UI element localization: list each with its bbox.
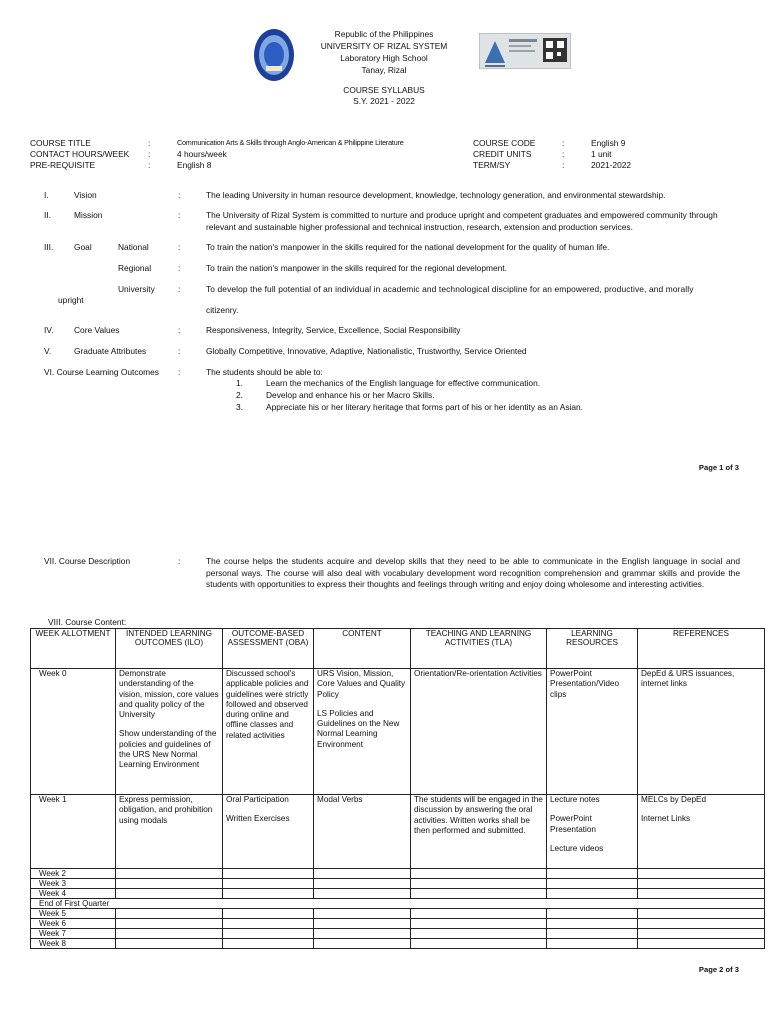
- description-text: The course helps the students acquire and develop skills that they need to be able to communicate in the English language in social and personal ways. The course will also deal with vocabulary development word recognition comprehension and grammar skills and provide the students with opportunities to express their thoughts and feelings through writing and enjoy doing wholesome and interesting activities.: [206, 556, 740, 589]
- references-text: DepEd & URS issuances, internet links: [641, 669, 735, 689]
- cell-week: Week 7: [31, 929, 116, 939]
- label-course-title: COURSE TITLE: [30, 138, 91, 148]
- cell-week: [31, 795, 116, 869]
- outcome-number: 2.: [236, 390, 243, 400]
- header-university: UNIVERSITY OF RIZAL SYSTEM: [320, 41, 448, 51]
- ilo-text: Express permission, obligation, and prohibition using modals: [119, 795, 213, 825]
- table-row: [31, 909, 765, 919]
- school-year: S.Y. 2021 - 2022: [353, 96, 415, 106]
- ilo-text: Show understanding of the policies and guidelines of the URS New Normal Learning Environment: [119, 729, 217, 769]
- course-content-table: [30, 628, 765, 949]
- content-text: Modal Verbs: [317, 795, 363, 804]
- week-label: Week 0: [39, 669, 67, 678]
- header-ilo: INTENDED LEARNING OUTCOMES (ILO): [116, 629, 223, 669]
- value-credit-units: 1 unit: [591, 149, 612, 159]
- page-1-footer: Page 1 of 3: [698, 463, 739, 472]
- cell-week: Week 6: [31, 919, 116, 929]
- goal-regional-label: Regional: [118, 263, 152, 273]
- header-content: CONTENT: [314, 629, 411, 669]
- table-row: [31, 889, 765, 899]
- goal-university-label: University: [118, 284, 155, 294]
- outcome-text: Appreciate his or her literary heritage that forms part of his or her identity as an Asian.: [266, 402, 584, 412]
- outcome-text: Learn the mechanics of the English language for effective communication.: [266, 378, 541, 388]
- core-values-label: Core Values: [74, 325, 120, 335]
- cell-tla: [411, 669, 547, 795]
- goal-university-text: To develop the full potential of an individual in academic and technological discipline for an empowered, productive, and morally: [206, 284, 694, 294]
- colon: :: [562, 138, 565, 148]
- colon: :: [148, 138, 151, 148]
- core-values-text: Responsiveness, Integrity, Service, Excellence, Social Responsibility: [206, 325, 461, 335]
- goal-number: III.: [44, 242, 54, 252]
- label-prerequisite: PRE-REQUISITE: [30, 160, 96, 170]
- table-row: [31, 929, 765, 939]
- colon: :: [178, 242, 181, 252]
- value-prerequisite: English 8: [177, 160, 212, 170]
- goal-university-wrap: upright: [58, 295, 84, 305]
- colon: :: [178, 263, 181, 273]
- description-label: VII. Course Description: [44, 556, 131, 566]
- value-course-title: Communication Arts & Skills through Anglo-American & Philippine Literature: [177, 138, 404, 147]
- content-text: LS Policies and Guidelines on the New Normal Learning Environment: [317, 708, 400, 749]
- cell-references: [638, 669, 765, 795]
- core-values-number: IV.: [44, 325, 54, 335]
- colon: :: [562, 160, 565, 170]
- outcomes-intro: The students should be able to:: [206, 367, 323, 377]
- cell-resources: [547, 795, 638, 869]
- table-row-week-0: [31, 669, 765, 795]
- oba-text: Discussed school's applicable policies and guidelines were strictly followed and observed during online and offline classes and related activities: [226, 669, 309, 740]
- cell-tla: [411, 795, 547, 869]
- cell-week: Week 4: [31, 889, 116, 899]
- cell-week: Week 3: [31, 879, 116, 889]
- cell-week: Week 2: [31, 869, 116, 879]
- label-contact-hours: CONTACT HOURS/WEEK: [30, 149, 130, 159]
- colon: :: [178, 367, 181, 377]
- colon: :: [148, 160, 151, 170]
- references-text: MELCs by DepEd: [641, 795, 707, 804]
- goal-label: Goal: [74, 242, 92, 252]
- outcome-number: 1.: [236, 378, 243, 388]
- header-learning-resources: LEARNING RESOURCES: [547, 629, 638, 669]
- ilo-text: Demonstrate understanding of the vision, mission, core values and quality policy of the University: [119, 669, 219, 719]
- mission-number: II.: [44, 210, 51, 220]
- goal-national-label: National: [118, 242, 149, 252]
- outcome-number: 3.: [236, 402, 243, 412]
- goal-regional-text: To train the nation's manpower in the skills required for the regional development.: [206, 263, 507, 273]
- page-2-footer: Page 2 of 3: [698, 965, 739, 974]
- table-row-week-1: [31, 795, 765, 869]
- cell-references: [638, 795, 765, 869]
- label-credit-units: CREDIT UNITS: [473, 149, 532, 159]
- value-course-code: English 9: [591, 138, 626, 148]
- cell-content: [314, 669, 411, 795]
- value-term-sy: 2021-2022: [591, 160, 632, 170]
- colon: :: [178, 556, 181, 566]
- header-lab-school: Laboratory High School: [340, 53, 428, 63]
- tla-text: Orientation/Re-orientation Activities: [414, 669, 542, 678]
- colon: :: [178, 284, 181, 294]
- graduate-attributes-number: V.: [44, 346, 52, 356]
- colon: :: [178, 325, 181, 335]
- label-term-sy: TERM/SY: [473, 160, 511, 170]
- tla-text: The students will be engaged in the discussion by answering the oral activities. Written works shall be then performed and submitted.: [414, 795, 543, 835]
- resources-text: PowerPoint Presentation: [550, 814, 596, 834]
- colon: :: [148, 149, 151, 159]
- graduate-attributes-text: Globally Competitive, Innovative, Adaptive, Nationalistic, Trustworthy, Service Oriented: [206, 346, 527, 356]
- cell-oba: [223, 795, 314, 869]
- header-oba: OUTCOME-BASED ASSESSMENT (OBA): [223, 629, 314, 669]
- references-text: Internet Links: [641, 814, 691, 824]
- value-contact-hours: 4 hours/week: [177, 149, 227, 159]
- graduate-attributes-label: Graduate Attributes: [74, 346, 147, 356]
- cell-week: [31, 669, 116, 795]
- resources-text: Lecture videos: [550, 843, 604, 853]
- cell-ilo: [116, 669, 223, 795]
- cell-resources: [547, 669, 638, 795]
- colon: :: [178, 190, 181, 200]
- cell-content: [314, 795, 411, 869]
- oba-text: Written Exercises: [226, 814, 290, 824]
- header-tla: TEACHING AND LEARNING ACTIVITIES (TLA): [411, 629, 547, 669]
- header-location: Tanay, Rizal: [361, 65, 407, 75]
- colon: :: [562, 149, 565, 159]
- week-label: Week 1: [39, 795, 67, 804]
- resources-text: PowerPoint Presentation/Video clips: [550, 669, 620, 699]
- mission-label: Mission: [74, 210, 103, 220]
- outcome-text: Develop and enhance his or her Macro Skills.: [266, 390, 435, 400]
- table-row: [31, 919, 765, 929]
- colon: :: [178, 210, 181, 220]
- goal-university-text-continued: citizenry.: [206, 305, 239, 315]
- header-references: REFERENCES: [638, 629, 765, 669]
- document-title: COURSE SYLLABUS: [343, 85, 425, 95]
- resources-text: Lecture notes: [550, 795, 600, 804]
- table-row: [31, 939, 765, 949]
- table-row: [31, 869, 765, 879]
- vision-text: The leading University in human resource development, knowledge, technology generation, and environmental stewardship.: [206, 190, 666, 200]
- cell-oba: [223, 669, 314, 795]
- mission-text: The University of Rizal System is committed to nurture and produce upright and competent graduates and empowered community through relevant and sustainable higher professional and technical instruction, research, extension and production services.: [206, 210, 718, 232]
- colon: :: [178, 346, 181, 356]
- oba-text: Oral Participation: [226, 795, 289, 804]
- table-header-row: [31, 629, 765, 669]
- content-text: URS Vision, Mission, Core Values and Quality Policy: [317, 669, 406, 699]
- cell-week: Week 8: [31, 939, 116, 949]
- outcomes-label: VI. Course Learning Outcomes: [44, 367, 159, 377]
- header-republic: Republic of the Philippines: [334, 29, 434, 39]
- cell-ilo: [116, 795, 223, 869]
- cell-week: Week 5: [31, 909, 116, 919]
- goal-national-text: To train the nation's manpower in the skills required for the national development for the quality of human life.: [206, 242, 610, 252]
- vision-number: I.: [44, 190, 49, 200]
- vision-label: Vision: [74, 190, 97, 200]
- header-week-allotment: WEEK ALLOTMENT: [31, 629, 116, 669]
- table-row: [31, 879, 765, 889]
- table-row-quarter-end: [31, 899, 765, 909]
- label-course-code: COURSE CODE: [473, 138, 536, 148]
- course-content-label: VIII. Course Content:: [48, 617, 127, 627]
- cell-quarter-end: End of First Quarter: [31, 899, 765, 909]
